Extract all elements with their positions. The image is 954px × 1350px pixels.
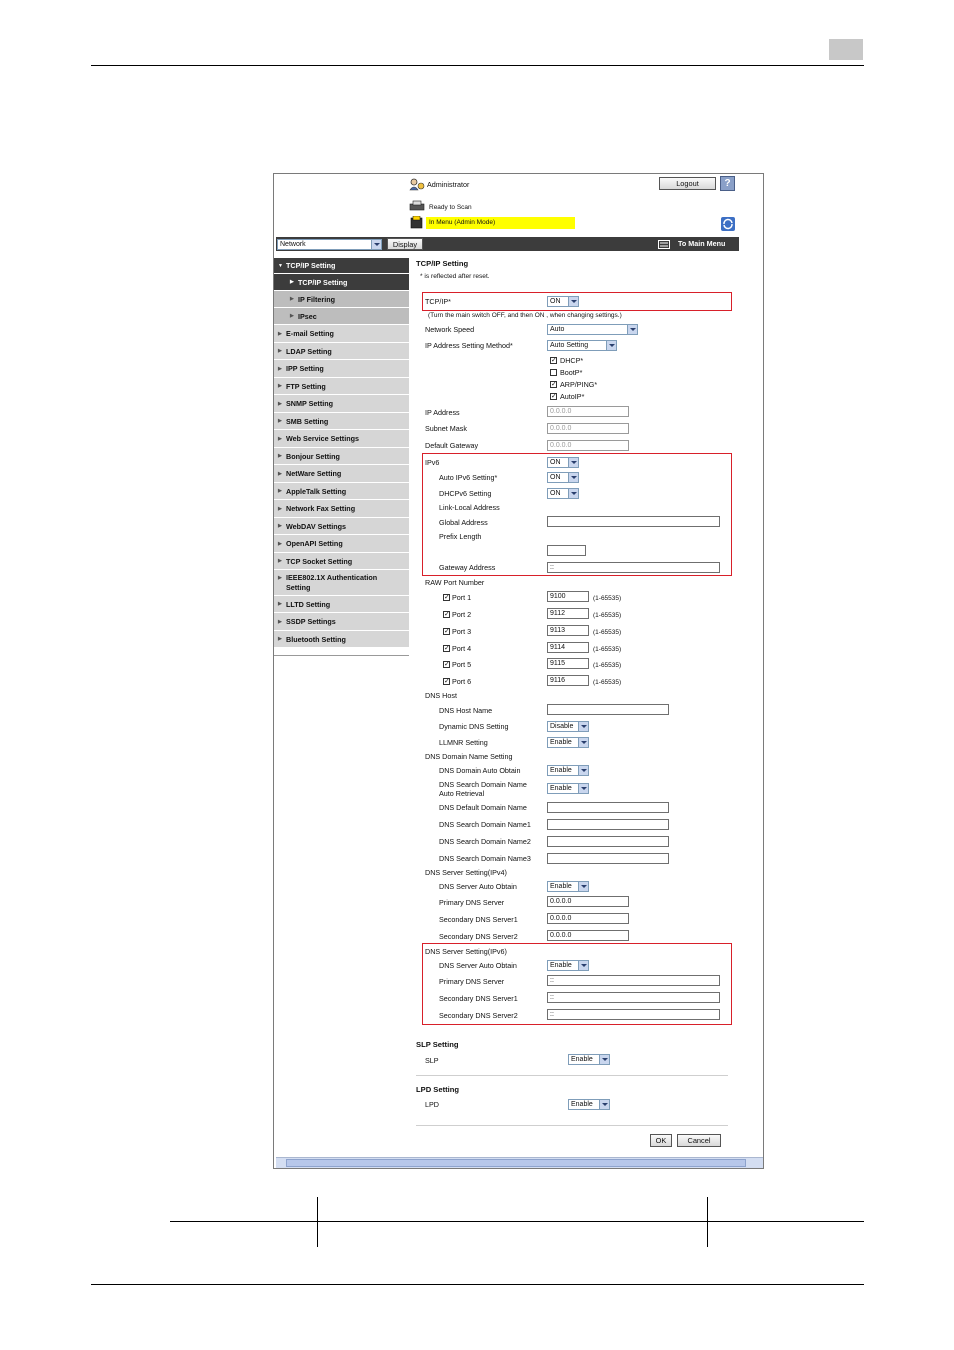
horizontal-scrollbar[interactable] — [276, 1157, 763, 1168]
global-address-input[interactable] — [547, 516, 720, 527]
gateway-address-input[interactable]: :: — [547, 562, 720, 573]
sidebar-item-snmp[interactable]: ▶ SNMP Setting — [274, 395, 409, 413]
scrollbar-thumb[interactable] — [286, 1159, 746, 1167]
sidebar-item-ip-filtering[interactable]: ▶ IP Filtering — [274, 291, 409, 308]
port4-checkbox[interactable]: ✓ — [444, 645, 450, 652]
dns-server-v4-label: DNS Server Setting(IPv4) — [425, 868, 507, 877]
auto-ipv6-label: Auto IPv6 Setting* — [439, 473, 498, 482]
llmnr-label: LLMNR Setting — [439, 738, 488, 747]
sidebar-item-appletalk[interactable]: ▶ AppleTalk Setting — [274, 483, 409, 500]
secondary-dns1-label: Secondary DNS Server1 — [439, 915, 518, 924]
dns-domain-auto-select[interactable]: Enable — [547, 765, 589, 776]
dns-host-label: DNS Host — [425, 691, 457, 700]
administrator-icon — [409, 178, 425, 191]
subnet-mask-input[interactable]: 0.0.0.0 — [547, 423, 629, 434]
tcpip-label: TCP/IP* — [425, 297, 451, 306]
dns-host-name-label: DNS Host Name — [439, 706, 493, 715]
port2-range: (1-65535) — [593, 612, 622, 619]
port3-input[interactable]: 9113 — [547, 625, 589, 636]
arp-label: ARP/PING* — [560, 380, 598, 389]
dns-search-auto-label-line1: DNS Search Domain Name — [439, 780, 527, 789]
port1-checkbox[interactable]: ✓ — [444, 594, 450, 601]
primary-dns-input[interactable]: 0.0.0.0 — [547, 896, 629, 907]
table-divider-left — [317, 1197, 318, 1247]
port3-range: (1-65535) — [593, 629, 622, 636]
dns-search1-label: DNS Search Domain Name1 — [439, 820, 531, 829]
port1-range: (1-65535) — [593, 595, 622, 602]
to-main-menu-link[interactable]: To Main Menu — [678, 239, 726, 248]
table-divider-right — [707, 1197, 708, 1247]
dns6-secondary1-input[interactable]: :: — [547, 992, 720, 1003]
tcpip-note: (Turn the main switch OFF, and then ON , when changing settings.) — [428, 312, 622, 319]
top-rule — [91, 65, 864, 66]
autoip-label: AutoIP* — [560, 392, 585, 401]
page-title: TCP/IP Setting — [416, 259, 469, 268]
sidebar-item-ieee8021x[interactable] — [274, 570, 409, 596]
ip-method-label: IP Address Setting Method* — [425, 341, 513, 350]
sidebar-item-bonjour[interactable]: ▶ Bonjour Setting — [274, 448, 409, 465]
sidebar-item-ldap[interactable]: ▶ LDAP Setting — [274, 343, 409, 360]
port6-input[interactable]: 9116 — [547, 675, 589, 686]
dhcpv6-label: DHCPv6 Setting — [439, 489, 492, 498]
sidebar-item-netware[interactable]: ▶ NetWare Setting — [274, 465, 409, 483]
dynamic-dns-label: Dynamic DNS Setting — [439, 722, 509, 731]
sidebar-item-ieee8021x-line1: IEEE802.1X Authentication — [286, 573, 378, 582]
sidebar-item-ipp[interactable]: ▶ IPP Setting — [274, 360, 409, 378]
global-address-label: Global Address — [439, 518, 488, 527]
administrator-label: Administrator — [427, 180, 470, 189]
slp-label: SLP — [425, 1056, 439, 1065]
sidebar-item-bluetooth[interactable]: ▶ Bluetooth Setting — [274, 631, 409, 648]
sidebar-item-tcpip-setting-sub[interactable]: ▶ TCP/IP Setting — [274, 274, 409, 291]
dns-default-domain-input[interactable] — [547, 802, 669, 813]
dns-server-v6-label: DNS Server Setting(IPv6) — [425, 947, 507, 956]
ipv6-select[interactable]: ON — [547, 457, 579, 468]
port1-input[interactable]: 9100 — [547, 591, 589, 602]
dns6-auto-select[interactable]: Enable — [547, 960, 589, 971]
page-number-badge — [829, 39, 863, 60]
lpd-divider — [416, 1125, 728, 1126]
llmnr-select[interactable]: Enable — [547, 737, 589, 748]
network-speed-label: Network Speed — [425, 325, 475, 334]
dns6-secondary2-input[interactable]: :: — [547, 1009, 720, 1020]
prefix-length-input[interactable] — [547, 545, 586, 556]
lpd-title: LPD Setting — [416, 1085, 460, 1094]
port1-label: Port 1 — [452, 593, 472, 602]
dns-search2-label: DNS Search Domain Name2 — [439, 837, 531, 846]
sidebar-item-web-service[interactable]: ▶ Web Service Settings — [274, 430, 409, 448]
dynamic-dns-select[interactable]: Disable — [547, 721, 589, 732]
sidebar-bottom-divider — [274, 655, 409, 656]
port3-checkbox[interactable]: ✓ — [444, 628, 450, 635]
port2-checkbox[interactable]: ✓ — [444, 611, 450, 618]
slp-divider — [416, 1075, 728, 1076]
sidebar-item-lltd[interactable]: ▶ LLTD Setting — [274, 596, 409, 613]
sidebar-item-ssdp[interactable]: ▶ SSDP Settings — [274, 613, 409, 631]
link-local-label: Link-Local Address — [439, 503, 500, 512]
dns-search-auto-select[interactable]: Enable — [547, 783, 589, 794]
gateway-address-label: Gateway Address — [439, 563, 496, 572]
dhcpv6-select[interactable]: ON — [547, 488, 579, 499]
dns-server-auto-label: DNS Server Auto Obtain — [439, 882, 517, 891]
sidebar-item-tcpip-setting[interactable]: ▼ TCP/IP Setting — [274, 258, 409, 274]
sidebar-item-ftp[interactable]: ▶ FTP Setting — [274, 378, 409, 395]
web-admin-screenshot — [273, 173, 764, 1169]
sidebar-item-network-fax[interactable]: ▶ Network Fax Setting — [274, 500, 409, 518]
dhcp-checkbox[interactable]: ✓ — [551, 357, 557, 364]
port6-label: Port 6 — [452, 677, 472, 686]
cancel-button[interactable]: Cancel — [677, 1134, 721, 1147]
dns-server-auto-select[interactable]: Enable — [547, 881, 589, 892]
display-button[interactable]: Display — [387, 238, 423, 250]
category-select[interactable]: Network — [277, 239, 382, 250]
sidebar-item-email[interactable]: ▶ E-mail Setting — [274, 325, 409, 343]
ok-button[interactable]: OK — [650, 1134, 672, 1147]
port5-label: Port 5 — [452, 660, 472, 669]
secondary-dns2-input[interactable]: 0.0.0.0 — [547, 930, 629, 941]
port4-label: Port 4 — [452, 644, 472, 653]
port3-label: Port 3 — [452, 627, 472, 636]
dns-search3-input[interactable] — [547, 853, 669, 864]
dns6-auto-label: DNS Server Auto Obtain — [439, 961, 517, 970]
auto-ipv6-select[interactable]: ON — [547, 472, 579, 483]
autoip-checkbox[interactable]: ✓ — [551, 393, 557, 400]
prefix-length-label: Prefix Length — [439, 532, 482, 541]
default-gateway-input[interactable]: 0.0.0.0 — [547, 440, 629, 451]
network-speed-select[interactable]: Auto — [547, 324, 638, 335]
table-rule — [170, 1221, 864, 1222]
sidebar-item-smb[interactable]: ▶ SMB Setting — [274, 413, 409, 430]
sidebar-item-tcp-socket[interactable]: ▶ TCP Socket Setting — [274, 553, 409, 570]
port5-range: (1-65535) — [593, 662, 622, 669]
raw-port-label: RAW Port Number — [425, 578, 485, 587]
default-gateway-label: Default Gateway — [425, 441, 479, 450]
lpd-select[interactable]: Enable — [568, 1099, 610, 1110]
dns-search-auto-label-line2: Auto Retrieval — [439, 789, 485, 798]
dns6-secondary2-label: Secondary DNS Server2 — [439, 1011, 518, 1020]
ip-method-select[interactable]: Auto Setting — [547, 340, 617, 351]
printer-icon — [409, 200, 425, 213]
dns-search2-input[interactable] — [547, 836, 669, 847]
primary-dns-label: Primary DNS Server — [439, 898, 505, 907]
secondary-dns1-input[interactable]: 0.0.0.0 — [547, 913, 629, 924]
port4-range: (1-65535) — [593, 646, 622, 653]
port5-checkbox[interactable]: ✓ — [444, 661, 450, 668]
sidebar-item-openapi[interactable]: ▶ OpenAPI Setting — [274, 535, 409, 553]
port4-input[interactable]: 9114 — [547, 642, 589, 653]
slp-select[interactable]: Enable — [568, 1054, 610, 1065]
dhcp-label: DHCP* — [560, 356, 584, 365]
dns-default-domain-label: DNS Default Domain Name — [439, 803, 527, 812]
bottom-rule — [91, 1284, 864, 1285]
sidebar-item-ieee8021x-line2: Setting — [286, 583, 311, 592]
port5-input[interactable]: 9115 — [547, 658, 589, 669]
ip-address-input[interactable]: 0.0.0.0 — [547, 406, 629, 417]
sidebar-item-ipsec[interactable]: ▶ IPsec — [274, 308, 409, 325]
admin-mode-icon — [409, 216, 425, 229]
status-ready: Ready to Scan — [429, 204, 472, 211]
main-menu-icon — [658, 240, 670, 249]
dns-domain-auto-label: DNS Domain Auto Obtain — [439, 766, 521, 775]
dns6-secondary1-label: Secondary DNS Server1 — [439, 994, 518, 1003]
slp-title: SLP Setting — [416, 1040, 459, 1049]
status-admin-mode: In Menu (Admin Mode) — [429, 219, 496, 226]
reset-note: * is reflected after reset. — [420, 273, 490, 280]
port6-checkbox[interactable]: ✓ — [444, 678, 450, 685]
dns-host-name-input[interactable] — [547, 704, 669, 715]
ipv6-label: IPv6 — [425, 458, 440, 467]
port6-range: (1-65535) — [593, 679, 622, 686]
logout-button[interactable]: Logout — [659, 177, 716, 190]
arp-checkbox[interactable]: ✓ — [551, 381, 557, 388]
dns6-primary-label: Primary DNS Server — [439, 977, 505, 986]
port2-input[interactable]: 9112 — [547, 608, 589, 619]
lpd-label: LPD — [425, 1100, 439, 1109]
dns6-primary-input[interactable]: :: — [547, 975, 720, 986]
dns-search1-input[interactable] — [547, 819, 669, 830]
dns-domain-label: DNS Domain Name Setting — [425, 752, 513, 761]
secondary-dns2-label: Secondary DNS Server2 — [439, 932, 518, 941]
port2-label: Port 2 — [452, 610, 472, 619]
dns-search3-label: DNS Search Domain Name3 — [439, 854, 531, 863]
bootp-label: BootP* — [560, 368, 583, 377]
sidebar-item-webdav[interactable]: ▶ WebDAV Settings — [274, 518, 409, 535]
tcpip-select[interactable]: ON — [547, 296, 579, 307]
help-icon[interactable]: ? — [720, 176, 735, 191]
refresh-icon[interactable] — [721, 217, 735, 231]
ip-address-label: IP Address — [425, 408, 460, 417]
bootp-checkbox[interactable] — [550, 369, 557, 376]
subnet-mask-label: Subnet Mask — [425, 424, 467, 433]
